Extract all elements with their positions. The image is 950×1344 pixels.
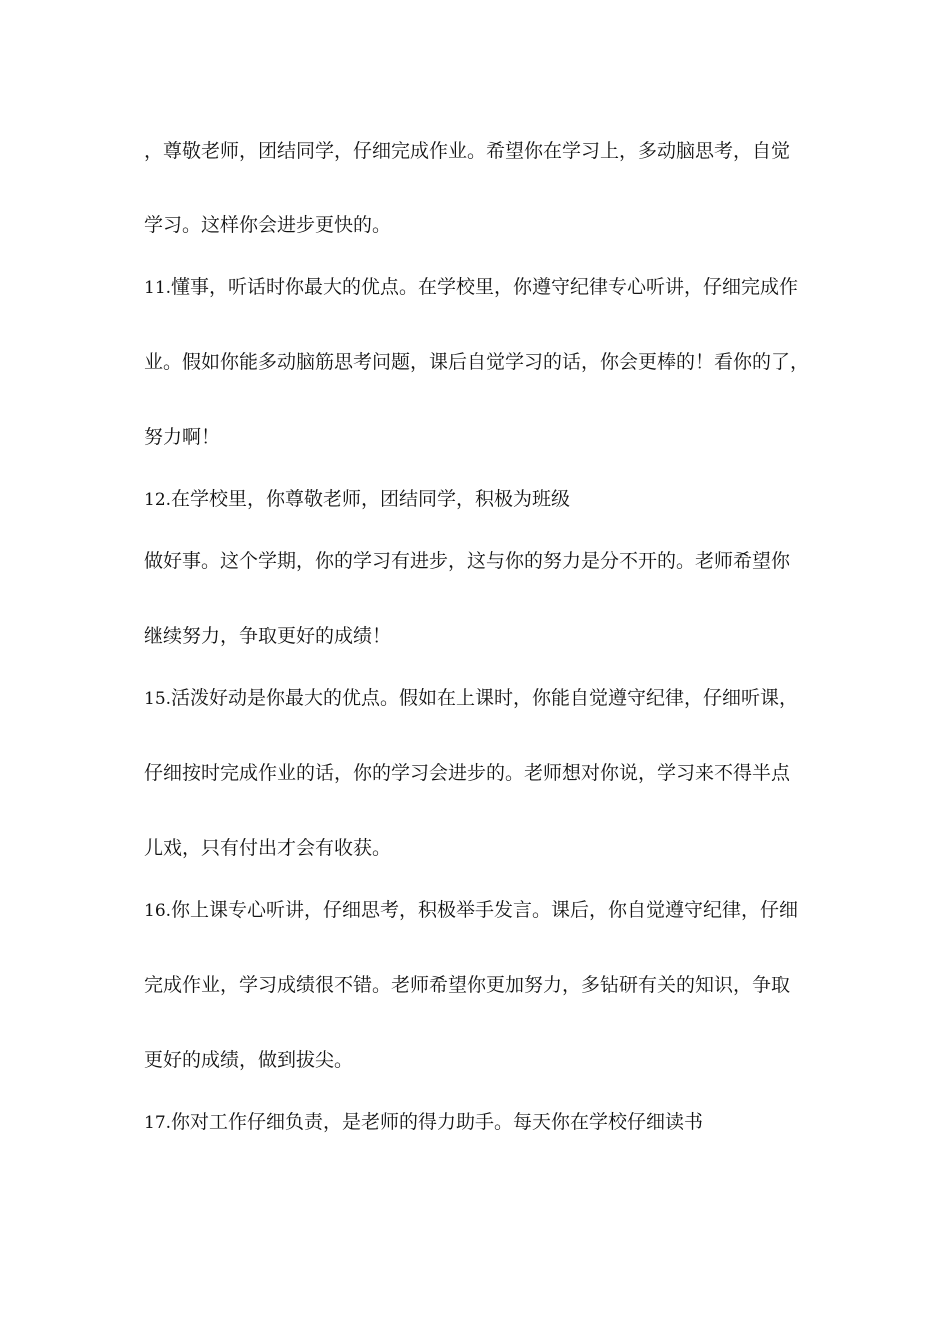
text-line: 做好事。这个学期，你的学习有进步，这与你的努力是分不开的。老师希望你 — [144, 550, 791, 572]
text-line: 更好的成绩，做到拔尖。 — [144, 1049, 354, 1071]
text-line: 业。假如你能多动脑筋思考问题，课后自觉学习的话，你会更棒的！看你的了， — [144, 351, 810, 373]
text-line: 儿戏，只有付出才会有收获。 — [144, 837, 392, 859]
item-number: 11. — [144, 278, 172, 298]
text-line: 学习。这样你会进步更快的。 — [144, 214, 392, 236]
paragraph-11-line-1: 11.懂事，听话时你最大的优点。在学校里，你遵守纪律专心听讲，仔细完成作 — [144, 276, 799, 298]
item-number: 16. — [144, 901, 172, 921]
text-line: 完成作业，学习成绩很不错。老师希望你更加努力，多钻研有关的知识，争取 — [144, 974, 791, 996]
paragraph-12-line-1: 12.在学校里，你尊敬老师，团结同学，积极为班级 — [144, 488, 571, 510]
paragraph-15-line-1: 15.活泼好动是你最大的优点。假如在上课时，你能自觉遵守纪律，仔细听课， — [144, 687, 799, 709]
text-line: 仔细按时完成作业的话，你的学习会进步的。老师想对你说，学习来不得半点 — [144, 762, 791, 784]
text-line: 继续努力，争取更好的成绩！ — [144, 625, 392, 647]
paragraph-16-line-1: 16.你上课专心听讲，仔细思考，积极举手发言。课后，你自觉遵守纪律，仔细 — [144, 899, 799, 921]
item-number: 12. — [144, 490, 172, 510]
item-number: 15. — [144, 689, 172, 709]
item-number: 17. — [144, 1113, 172, 1133]
text-line: ，尊敬老师，团结同学，仔细完成作业。希望你在学习上，多动脑思考，自觉 — [144, 140, 791, 162]
text-line: 努力啊！ — [144, 426, 221, 448]
paragraph-17-line-1: 17.你对工作仔细负责，是老师的得力助手。每天你在学校仔细读书 — [144, 1111, 704, 1133]
